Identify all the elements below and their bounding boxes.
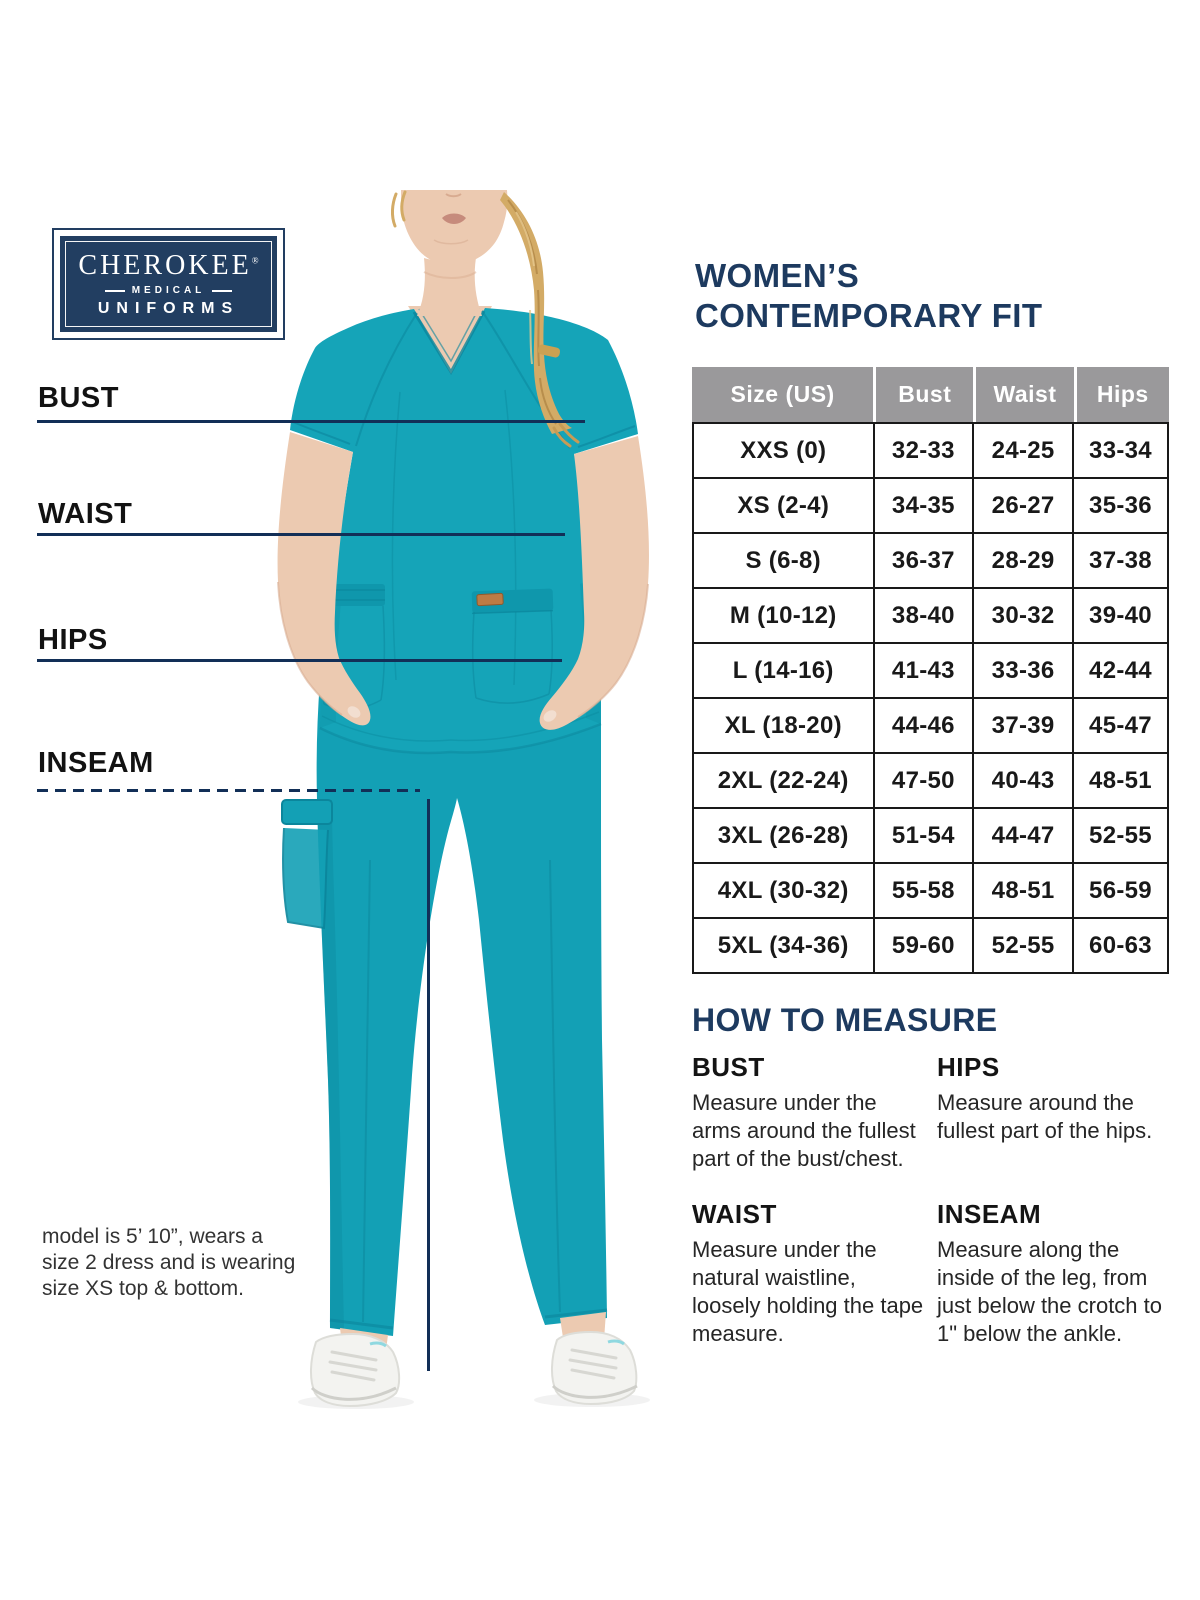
waist-cell: 48-51 xyxy=(973,863,1073,918)
how-to-measure-heading: HOW TO MEASURE xyxy=(692,1002,998,1038)
size-cell: XS (2-4) xyxy=(693,478,874,533)
measure-inseam-text: Measure along the inside of the leg, from just below the crotch to 1" below the ankle. xyxy=(937,1236,1163,1346)
model-note: model is 5’ 10”, wears a size 2 dress and is wearing size XS top & bottom. xyxy=(42,1225,296,1301)
size-cell: 5XL (34-36) xyxy=(693,918,874,973)
bust-cell: 41-43 xyxy=(874,643,974,698)
measure-waist-label: WAIST xyxy=(692,1198,777,1229)
registered-mark: ® xyxy=(251,255,259,266)
waist-cell: 28-29 xyxy=(973,533,1073,588)
hips-cell: 52-55 xyxy=(1073,808,1168,863)
bust-line xyxy=(37,420,585,423)
header-bust: Bust xyxy=(873,367,973,422)
model-photo xyxy=(220,160,700,1410)
waist-cell: 30-32 xyxy=(973,588,1073,643)
hips-cell: 48-51 xyxy=(1073,753,1168,808)
size-cell: 4XL (30-32) xyxy=(693,863,874,918)
hips-cell: 60-63 xyxy=(1073,918,1168,973)
measure-column-right xyxy=(937,1052,1162,1348)
brand-division-row xyxy=(105,285,233,296)
table-row xyxy=(693,588,1168,643)
waist-cell: 37-39 xyxy=(973,698,1073,753)
measure-bust-text: Measure under the arms around the fullest part of the bust/chest. xyxy=(692,1090,916,1171)
bust-cell: 32-33 xyxy=(874,423,974,478)
bust-cell: 38-40 xyxy=(874,588,974,643)
dash-right xyxy=(212,290,232,292)
measure-bust-label: BUST xyxy=(692,1052,765,1082)
hips-line xyxy=(37,659,562,662)
table-row xyxy=(693,808,1168,863)
brand-logo xyxy=(52,228,285,340)
size-cell: 3XL (26-28) xyxy=(693,808,874,863)
waist-cell: 52-55 xyxy=(973,918,1073,973)
waist-cell: 33-36 xyxy=(973,643,1073,698)
waist-cell: 26-27 xyxy=(973,478,1073,533)
bust-cell: 34-35 xyxy=(874,478,974,533)
table-row xyxy=(693,533,1168,588)
waist-cell: 24-25 xyxy=(973,423,1073,478)
measure-item-inseam xyxy=(937,1199,1162,1348)
scrub-pants xyxy=(317,680,607,1336)
dash-left xyxy=(105,290,125,292)
waist-line xyxy=(37,533,565,536)
waist-cell: 40-43 xyxy=(973,753,1073,808)
size-table-header xyxy=(692,367,1169,422)
brand-division: MEDICAL xyxy=(131,285,206,296)
bust-cell: 36-37 xyxy=(874,533,974,588)
table-row xyxy=(693,863,1168,918)
hips-cell: 35-36 xyxy=(1073,478,1168,533)
size-cell: M (10-12) xyxy=(693,588,874,643)
measure-column-left xyxy=(692,1052,930,1348)
brand-name: CHEROKEE® xyxy=(78,250,259,281)
inseam-vertical-line xyxy=(427,799,430,1371)
bust-cell: 47-50 xyxy=(874,753,974,808)
inseam-dashed-line xyxy=(37,789,420,792)
brand-product-line: UNIFORMS xyxy=(97,300,240,317)
size-cell: S (6-8) xyxy=(693,533,874,588)
measure-hips-text: Measure around the fullest part of the hips. xyxy=(937,1090,1153,1143)
hips-label: HIPS xyxy=(38,624,108,656)
bust-cell: 59-60 xyxy=(874,918,974,973)
hips-cell: 39-40 xyxy=(1073,588,1168,643)
sneakers xyxy=(311,1332,637,1406)
table-row xyxy=(693,918,1168,973)
size-table-body xyxy=(692,422,1169,974)
measure-item-hips xyxy=(937,1052,1162,1145)
measure-inseam-label: INSEAM xyxy=(937,1198,1042,1229)
size-cell: L (14-16) xyxy=(693,643,874,698)
page-title-line2: CONTEMPORARY FIT xyxy=(695,296,1043,334)
inseam-label: INSEAM xyxy=(38,747,154,779)
hips-cell: 33-34 xyxy=(1073,423,1168,478)
hips-cell: 45-47 xyxy=(1073,698,1168,753)
hips-cell: 56-59 xyxy=(1073,863,1168,918)
size-cell: 2XL (22-24) xyxy=(693,753,874,808)
brand-logo-panel xyxy=(60,236,277,332)
header-waist: Waist xyxy=(973,367,1073,422)
size-cell: XXS (0) xyxy=(693,423,874,478)
hips-cell: 42-44 xyxy=(1073,643,1168,698)
table-row xyxy=(693,423,1168,478)
measure-hips-label: HIPS xyxy=(937,1052,1000,1082)
model-face xyxy=(401,190,507,316)
hips-cell: 37-38 xyxy=(1073,533,1168,588)
waist-label: WAIST xyxy=(38,498,133,530)
measure-waist-text: Measure under the natural waistline, loosely holding the tape measure. xyxy=(692,1236,924,1346)
measure-item-bust xyxy=(692,1052,930,1173)
bust-cell: 44-46 xyxy=(874,698,974,753)
bust-label: BUST xyxy=(38,382,119,414)
table-row xyxy=(693,698,1168,753)
table-row xyxy=(693,753,1168,808)
page-title-line1: WOMEN’S xyxy=(695,257,860,294)
header-hips: Hips xyxy=(1074,367,1169,422)
waist-cell: 44-47 xyxy=(973,808,1073,863)
bust-cell: 51-54 xyxy=(874,808,974,863)
bust-cell: 55-58 xyxy=(874,863,974,918)
page-title xyxy=(695,256,1165,335)
table-row xyxy=(693,643,1168,698)
size-cell: XL (18-20) xyxy=(693,698,874,753)
header-size: Size (US) xyxy=(730,381,835,407)
table-row xyxy=(693,478,1168,533)
measure-item-waist xyxy=(692,1199,930,1348)
size-table xyxy=(692,367,1169,974)
